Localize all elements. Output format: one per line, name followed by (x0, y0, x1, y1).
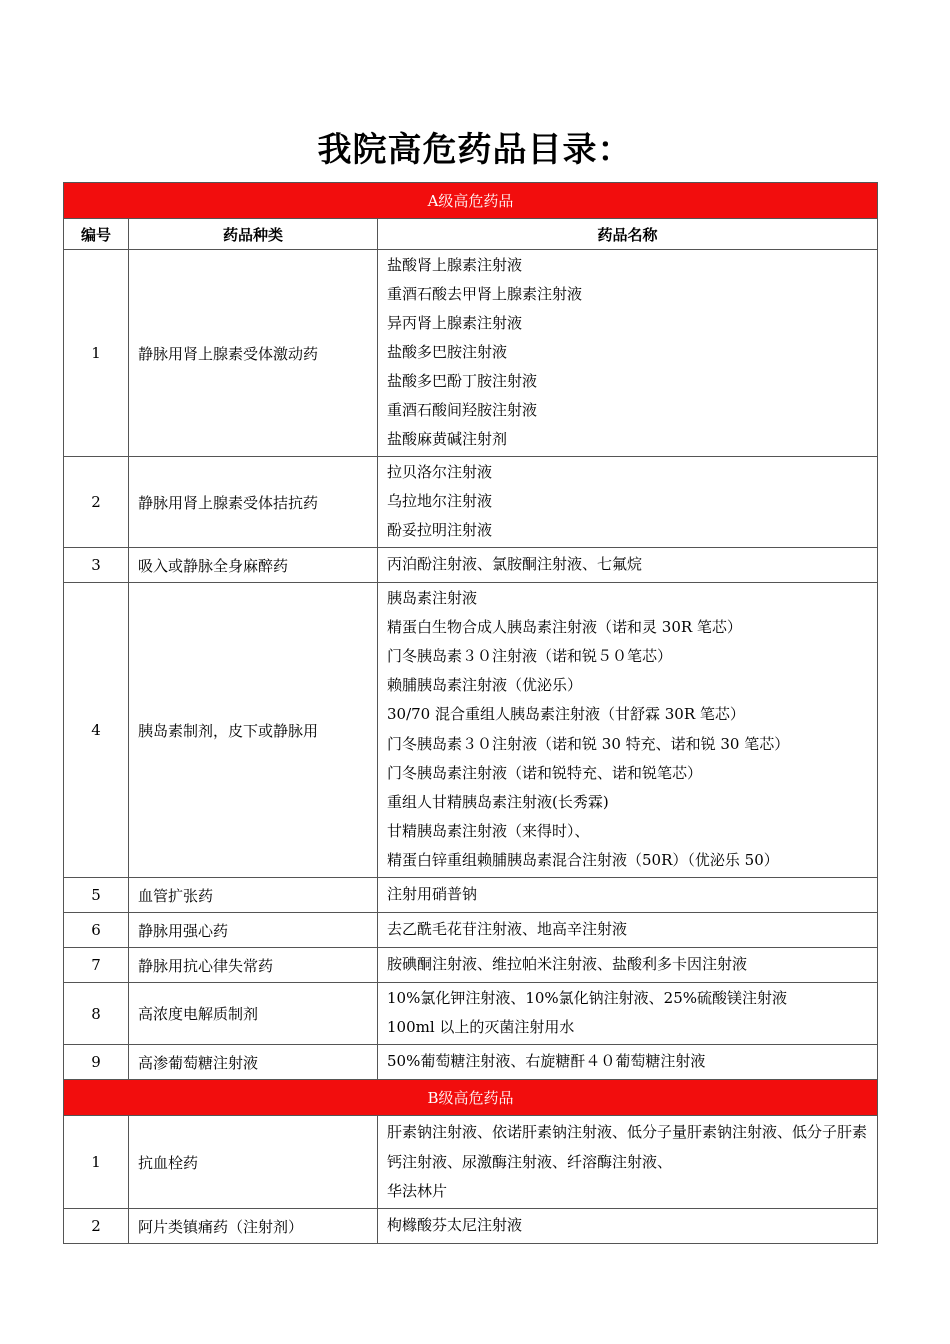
table-row (64, 948, 878, 983)
row-number: 5 (64, 878, 129, 913)
row-category: 吸入或静脉全身麻醉药 (129, 548, 378, 583)
drug-name: 盐酸多巴酚丁胺注射液 (387, 372, 538, 390)
row-drug-names (378, 983, 878, 1045)
drug-name: 酚妥拉明注射液 (387, 521, 493, 539)
row-drug-names (378, 457, 878, 548)
drug-name: 门冬胰岛素３０注射液（诺和锐５０笔芯） (387, 647, 673, 665)
drug-name: 精蛋白生物合成人胰岛素注射液（诺和灵 30R 笔芯） (387, 618, 742, 636)
row-drug-names (378, 548, 878, 583)
row-category: 静脉用肾上腺素受体激动药 (129, 250, 378, 457)
table-row (64, 250, 878, 457)
row-category: 高渗葡萄糖注射液 (129, 1045, 378, 1080)
row-drug-names (378, 583, 878, 878)
row-number: 1 (64, 250, 129, 457)
drug-name: 乌拉地尔注射液 (387, 492, 493, 510)
row-number: 8 (64, 983, 129, 1045)
drug-name: 肝素钠注射液、依诺肝素钠注射液、低分子量肝素钠注射液、低分子肝素钙注射液、尿激酶注射液、纤溶酶注射液、 (387, 1123, 868, 1171)
drug-name: 重组人甘精胰岛素注射液(长秀霖) (387, 793, 609, 811)
drug-name: 枸橼酸芬太尼注射液 (387, 1216, 523, 1234)
row-category: 静脉用强心药 (129, 913, 378, 948)
table-row (64, 913, 878, 948)
drug-name: 精蛋白锌重组赖脯胰岛素混合注射液（50R）（优泌乐 50） (387, 851, 779, 869)
table-row (64, 457, 878, 548)
table-row (64, 1209, 878, 1244)
drug-name: 胺碘酮注射液、维拉帕米注射液、盐酸利多卡因注射液 (387, 955, 748, 973)
drug-name: 拉贝洛尔注射液 (387, 463, 493, 481)
row-drug-names (378, 1045, 878, 1080)
table-row (64, 548, 878, 583)
drug-name: 丙泊酚注射液、氯胺酮注射液、七氟烷 (387, 555, 643, 573)
column-header-row (64, 219, 878, 250)
row-category: 阿片类镇痛药（注射剂） (129, 1209, 378, 1244)
table-row (64, 1116, 878, 1209)
drug-name: 100ml 以上的灭菌注射用水 (387, 1018, 575, 1036)
drug-name: 盐酸多巴胺注射液 (387, 343, 508, 361)
section-b-header (64, 1080, 878, 1116)
page-title: 我院高危药品目录： (317, 130, 633, 170)
header-names: 药品名称 (378, 219, 878, 250)
row-drug-names (378, 1116, 878, 1209)
row-number: 7 (64, 948, 129, 983)
drug-name: 注射用硝普钠 (387, 885, 478, 903)
row-number: 4 (64, 583, 129, 878)
header-no: 编号 (64, 219, 129, 250)
row-category: 静脉用肾上腺素受体拮抗药 (129, 457, 378, 548)
table-row (64, 583, 878, 878)
drug-name: 赖脯胰岛素注射液（优泌乐） (387, 676, 583, 694)
row-number: 1 (64, 1116, 129, 1209)
section-b-title: B级高危药品 (64, 1080, 878, 1116)
drug-name: 重酒石酸间羟胺注射液 (387, 401, 538, 419)
drug-name: 盐酸肾上腺素注射液 (387, 256, 523, 274)
row-drug-names (378, 250, 878, 457)
row-drug-names (378, 948, 878, 983)
drug-name: 去乙酰毛花苷注射液、地高辛注射液 (387, 920, 628, 938)
drug-name: 10%氯化钾注射液、10%氯化钠注射液、25%硫酸镁注射液 (387, 989, 788, 1007)
table-row (64, 1045, 878, 1080)
drug-name: 盐酸麻黄碱注射剂 (387, 430, 508, 448)
row-drug-names (378, 878, 878, 913)
drug-name: 异丙肾上腺素注射液 (387, 314, 523, 332)
row-number: 9 (64, 1045, 129, 1080)
row-category: 胰岛素制剂，皮下或静脉用 (129, 583, 378, 878)
drug-name: 30/70 混合重组人胰岛素注射液（甘舒霖 30R 笔芯） (387, 705, 745, 723)
row-drug-names (378, 913, 878, 948)
drug-name: 甘精胰岛素注射液（来得时）、 (387, 822, 590, 840)
drug-name: 门冬胰岛素３０注射液（诺和锐 30 特充、诺和锐 30 笔芯） (387, 735, 790, 753)
row-number: 2 (64, 1209, 129, 1244)
header-category: 药品种类 (129, 219, 378, 250)
drug-name: 门冬胰岛素注射液（诺和锐特充、诺和锐笔芯） (387, 764, 703, 782)
row-number: 2 (64, 457, 129, 548)
section-a-title: A级高危药品 (64, 183, 878, 219)
high-risk-drug-table (63, 182, 878, 1244)
row-number: 3 (64, 548, 129, 583)
section-a-header (64, 183, 878, 219)
table-row (64, 878, 878, 913)
row-category: 高浓度电解质制剂 (129, 983, 378, 1045)
row-category: 静脉用抗心律失常药 (129, 948, 378, 983)
drug-name: 50%葡萄糖注射液、右旋糖酐４０葡萄糖注射液 (387, 1052, 706, 1070)
row-category: 血管扩张药 (129, 878, 378, 913)
row-number: 6 (64, 913, 129, 948)
drug-name: 胰岛素注射液 (387, 589, 478, 607)
drug-name: 华法林片 (387, 1182, 448, 1200)
row-category: 抗血栓药 (129, 1116, 378, 1209)
drug-name: 重酒石酸去甲肾上腺素注射液 (387, 285, 583, 303)
table-row (64, 983, 878, 1045)
row-drug-names (378, 1209, 878, 1244)
